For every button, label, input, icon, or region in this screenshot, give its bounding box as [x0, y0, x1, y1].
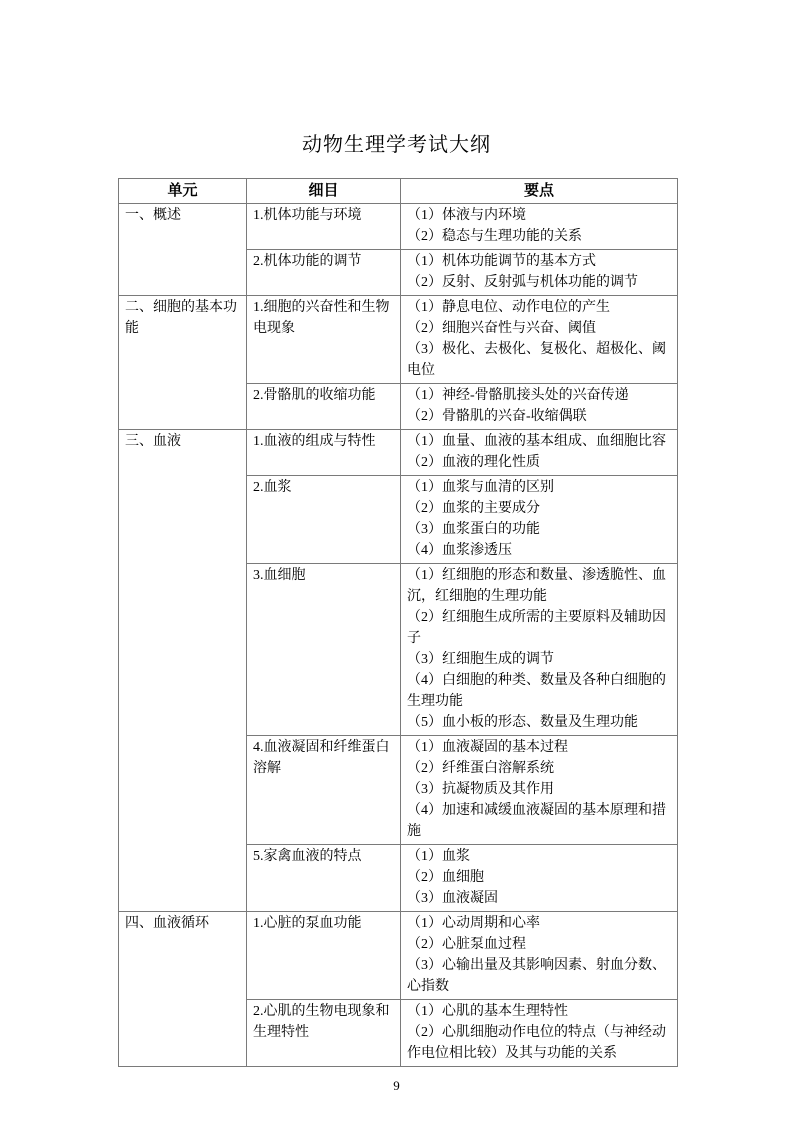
- point-line: （2）血细胞: [407, 870, 484, 885]
- point-line: （4）加速和减缓血液凝固的基本原理和措施: [407, 803, 666, 839]
- item-cell: 5.家禽血液的特点: [247, 845, 401, 912]
- point-line: （2）红细胞生成所需的主要原料及辅助因子: [407, 610, 666, 646]
- points-cell: [401, 296, 678, 384]
- item-cell: 3.血细胞: [247, 564, 401, 736]
- unit-cell: 一、概述: [119, 204, 247, 296]
- point-line: （2）心肌细胞动作电位的特点（与神经动作电位相比较）及其与功能的关系: [407, 1025, 666, 1061]
- table-row: [119, 430, 678, 476]
- column-header-unit: 单元: [119, 179, 247, 204]
- point-line: （4）白细胞的种类、数量及各种白细胞的生理功能: [407, 673, 666, 709]
- table-row: [119, 204, 678, 250]
- item-cell: 4.血液凝固和纤维蛋白溶解: [247, 736, 401, 845]
- point-line: （1）体液与内环境: [407, 208, 526, 223]
- syllabus-table-body: [119, 204, 678, 1067]
- point-line: （2）稳态与生理功能的关系: [407, 229, 582, 244]
- points-cell: [401, 912, 678, 1000]
- points-cell: [401, 845, 678, 912]
- item-cell: 1.细胞的兴奋性和生物电现象: [247, 296, 401, 384]
- item-cell: 2.机体功能的调节: [247, 250, 401, 296]
- table-row: [119, 296, 678, 384]
- point-line: （1）机体功能调节的基本方式: [407, 254, 596, 269]
- page-title: 动物生理学考试大纲: [302, 134, 491, 156]
- point-line: （3）红细胞生成的调节: [407, 652, 554, 667]
- points-cell: [401, 476, 678, 564]
- table-header-row: [119, 179, 678, 204]
- page-number: 9: [393, 1078, 400, 1093]
- point-line: （1）血浆: [407, 849, 470, 864]
- unit-cell: 四、血液循环: [119, 912, 247, 1067]
- table-row: [119, 912, 678, 1000]
- points-cell: [401, 1000, 678, 1067]
- point-line: （3）血液凝固: [407, 891, 498, 906]
- points-cell: [401, 736, 678, 845]
- points-cell: [401, 204, 678, 250]
- points-cell: [401, 430, 678, 476]
- point-line: （3）血浆蛋白的功能: [407, 522, 540, 537]
- point-line: （3）心输出量及其影响因素、射血分数、心指数: [407, 958, 666, 994]
- point-line: （2）血液的理化性质: [407, 455, 540, 470]
- point-line: （1）心动周期和心率: [407, 916, 540, 931]
- item-cell: 1.机体功能与环境: [247, 204, 401, 250]
- point-line: （1）血浆与血清的区别: [407, 480, 554, 495]
- point-line: （5）血小板的形态、数量及生理功能: [407, 715, 638, 730]
- item-cell: 2.心肌的生物电现象和生理特性: [247, 1000, 401, 1067]
- point-line: （2）骨骼肌的兴奋-收缩偶联: [407, 409, 587, 424]
- point-line: （1）心肌的基本生理特性: [407, 1004, 568, 1019]
- column-header-points: 要点: [401, 179, 678, 204]
- point-line: （2）细胞兴奋性与兴奋、阈值: [407, 321, 596, 336]
- point-line: （2）心脏泵血过程: [407, 937, 526, 952]
- column-header-item: 细目: [247, 179, 401, 204]
- unit-cell: 三、血液: [119, 430, 247, 912]
- unit-cell: 二、细胞的基本功能: [119, 296, 247, 430]
- point-line: （4）血浆渗透压: [407, 543, 512, 558]
- item-cell: 1.心脏的泵血功能: [247, 912, 401, 1000]
- point-line: （1）静息电位、动作电位的产生: [407, 300, 610, 315]
- item-cell: 2.骨骼肌的收缩功能: [247, 384, 401, 430]
- points-cell: [401, 250, 678, 296]
- item-cell: 2.血浆: [247, 476, 401, 564]
- point-line: （1）红细胞的形态和数量、渗透脆性、血沉，红细胞的生理功能: [407, 568, 666, 604]
- point-line: （2）反射、反射弧与机体功能的调节: [407, 275, 638, 290]
- point-line: （1）血液凝固的基本过程: [407, 740, 568, 755]
- point-line: （1）血量、血液的基本组成、血细胞比容: [407, 434, 666, 449]
- point-line: （3）抗凝物质及其作用: [407, 782, 554, 797]
- item-cell: 1.血液的组成与特性: [247, 430, 401, 476]
- points-cell: [401, 564, 678, 736]
- point-line: （2）纤维蛋白溶解系统: [407, 761, 554, 776]
- point-line: （3）极化、去极化、复极化、超极化、阈电位: [407, 342, 666, 378]
- syllabus-table: [118, 178, 678, 1067]
- points-cell: [401, 384, 678, 430]
- point-line: （2）血浆的主要成分: [407, 501, 540, 516]
- point-line: （1）神经-骨骼肌接头处的兴奋传递: [407, 388, 629, 403]
